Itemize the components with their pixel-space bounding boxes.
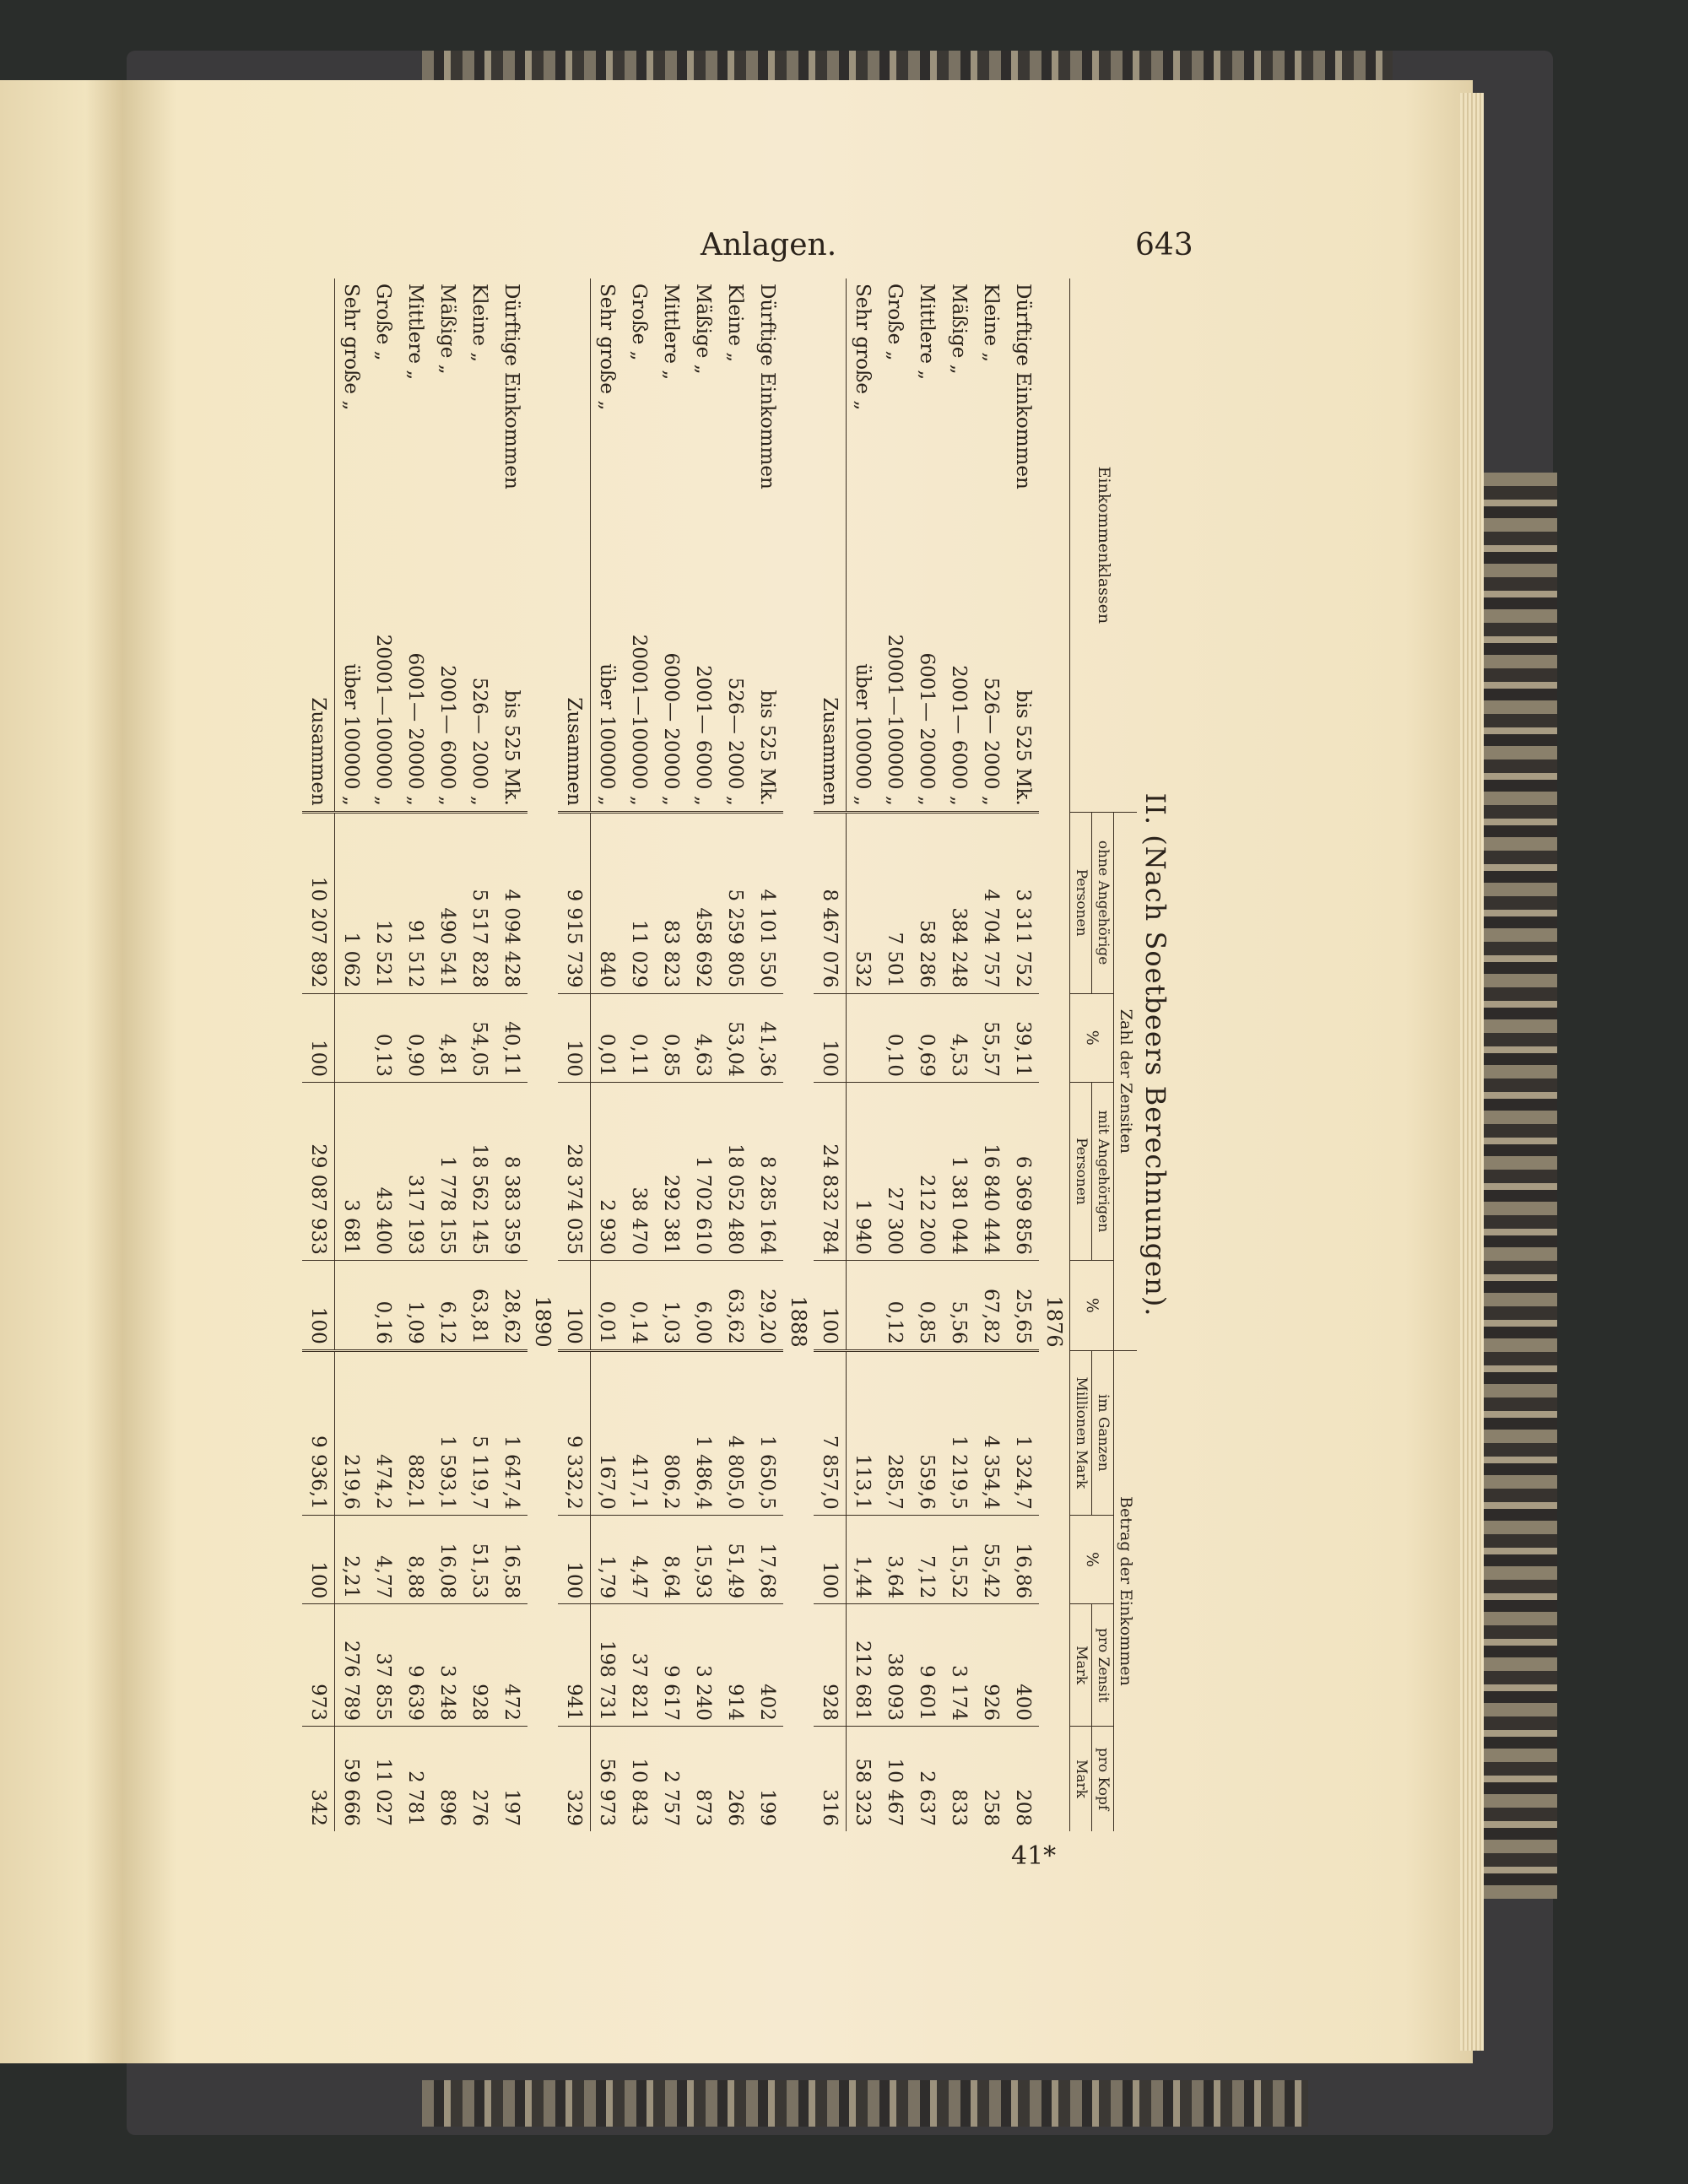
total-label: Zusammen xyxy=(302,567,335,812)
header-pct-3: % xyxy=(1070,1515,1114,1604)
table-row xyxy=(591,278,624,1831)
total-cell: 100 xyxy=(558,1260,591,1350)
cell: 926 xyxy=(975,1604,1007,1727)
cell: 113,1 xyxy=(847,1350,879,1515)
cell: 5 517 828 xyxy=(463,812,495,993)
cell: 3 248 xyxy=(431,1604,463,1727)
cell: 417,1 xyxy=(623,1350,655,1515)
cell: 27 300 xyxy=(879,1083,911,1261)
cell: 472 xyxy=(495,1604,528,1727)
table-row xyxy=(431,278,463,1831)
cell: 1 324,7 xyxy=(1007,1350,1039,1515)
cell: 258 xyxy=(975,1727,1007,1831)
cell: 2 757 xyxy=(655,1727,687,1831)
cell: 873 xyxy=(687,1727,719,1831)
table-row xyxy=(911,278,943,1831)
cell: 1 940 xyxy=(847,1083,879,1261)
table-row xyxy=(655,278,687,1831)
total-cell: 100 xyxy=(558,1515,591,1604)
cell: 4 101 550 xyxy=(751,812,783,993)
rotated-table-block xyxy=(215,278,1169,1831)
cell: 9 639 xyxy=(399,1604,431,1727)
cell: 4,47 xyxy=(623,1515,655,1604)
cell: 4,81 xyxy=(431,993,463,1083)
row-income-band: 526— 2000 „ xyxy=(724,677,747,806)
cell: 167,0 xyxy=(591,1350,624,1515)
row-class-label: Mäßige „ xyxy=(948,284,971,375)
cell: 67,82 xyxy=(975,1260,1007,1350)
row-class-label: Kleine „ xyxy=(724,284,747,363)
cell: 16,58 xyxy=(495,1515,528,1604)
cell: 10 843 xyxy=(623,1727,655,1831)
total-cell: 100 xyxy=(814,1260,847,1350)
cell: 16,08 xyxy=(431,1515,463,1604)
row-income-band: bis 525 Mk. xyxy=(1012,689,1035,806)
row-class-label: Große „ xyxy=(628,284,651,361)
cell: 0,16 xyxy=(367,1260,399,1350)
row-class-label: Sehr große „ xyxy=(852,284,874,411)
cell: 0,90 xyxy=(399,993,431,1083)
marbled-border-bottom xyxy=(422,2080,1308,2127)
table-row xyxy=(335,278,368,1831)
cell: 1 650,5 xyxy=(751,1350,783,1515)
cell: 16,86 xyxy=(1007,1515,1039,1604)
row-income-band: 526— 2000 „ xyxy=(468,677,491,806)
cell: 2 930 xyxy=(591,1083,624,1261)
cell: 7,12 xyxy=(911,1515,943,1604)
cell: 5 119,7 xyxy=(463,1350,495,1515)
cell: 0,13 xyxy=(367,993,399,1083)
total-cell: 941 xyxy=(558,1604,591,1727)
header-ohne-sub: Personen xyxy=(1070,812,1092,993)
cell: 0,01 xyxy=(591,993,624,1083)
page-edges xyxy=(1460,93,1484,2051)
total-cell: 100 xyxy=(558,993,591,1083)
cell: 55,42 xyxy=(975,1515,1007,1604)
total-cell: 329 xyxy=(558,1727,591,1831)
header-pro-kopf-sub: Mark xyxy=(1070,1727,1092,1831)
cell: 292 381 xyxy=(655,1083,687,1261)
cell: 8,64 xyxy=(655,1515,687,1604)
header-pro-zensit-sub: Mark xyxy=(1070,1604,1092,1727)
row-income-band: 20001—100000 „ xyxy=(372,634,395,806)
row-class-label: Große „ xyxy=(372,284,395,361)
cell: 896 xyxy=(431,1727,463,1831)
cell: 41,36 xyxy=(751,993,783,1083)
cell: 474,2 xyxy=(367,1350,399,1515)
header-ganzen-sub: Millionen Mark xyxy=(1070,1350,1092,1515)
row-income-band: über 100000 „ xyxy=(852,663,874,806)
table-body xyxy=(302,278,1070,1831)
cell: 833 xyxy=(943,1727,975,1831)
cell: 490 541 xyxy=(431,812,463,993)
cell: 54,05 xyxy=(463,993,495,1083)
cell: 198 731 xyxy=(591,1604,624,1727)
cell: 40,11 xyxy=(495,993,528,1083)
cell: 6,00 xyxy=(687,1260,719,1350)
cell: 29,20 xyxy=(751,1260,783,1350)
total-cell: 29 087 933 xyxy=(302,1083,335,1261)
cell: 0,10 xyxy=(879,993,911,1083)
cell: 276 789 xyxy=(335,1604,368,1727)
cell xyxy=(335,993,368,1083)
cell: 63,62 xyxy=(719,1260,751,1350)
total-row xyxy=(302,278,335,1831)
row-income-band: 6001— 20000 „ xyxy=(916,652,939,806)
cell: 0,85 xyxy=(655,993,687,1083)
cell: 25,65 xyxy=(1007,1260,1039,1350)
row-income-band: 2001— 6000 „ xyxy=(436,665,459,806)
table-row xyxy=(1007,278,1039,1831)
cell: 3 681 xyxy=(335,1083,368,1261)
table-row xyxy=(847,278,879,1831)
cell: 458 692 xyxy=(687,812,719,993)
cell: 7 501 xyxy=(879,812,911,993)
header-mit-sub: Personen xyxy=(1070,1083,1092,1261)
cell: 914 xyxy=(719,1604,751,1727)
cell: 51,49 xyxy=(719,1515,751,1604)
cell: 2 781 xyxy=(399,1727,431,1831)
row-income-band: bis 525 Mk. xyxy=(500,689,523,806)
total-cell: 928 xyxy=(814,1604,847,1727)
cell: 4,77 xyxy=(367,1515,399,1604)
cell: 56 973 xyxy=(591,1727,624,1831)
cell: 58 286 xyxy=(911,812,943,993)
total-cell: 100 xyxy=(302,1260,335,1350)
cell: 400 xyxy=(1007,1604,1039,1727)
total-cell: 24 832 784 xyxy=(814,1083,847,1261)
row-class-label: Mäßige „ xyxy=(692,284,715,375)
row-class-label: Mittlere „ xyxy=(404,284,427,381)
cell: 8,88 xyxy=(399,1515,431,1604)
cell: 6,12 xyxy=(431,1260,463,1350)
cell: 16 840 444 xyxy=(975,1083,1007,1261)
signature-mark: 41* xyxy=(1011,1841,1057,1871)
page-number: 643 xyxy=(1135,228,1193,262)
cell: 4 805,0 xyxy=(719,1350,751,1515)
cell: 5,56 xyxy=(943,1260,975,1350)
cell: 3 240 xyxy=(687,1604,719,1727)
cell: 0,11 xyxy=(623,993,655,1083)
row-income-band: über 100000 „ xyxy=(340,663,363,806)
table-row xyxy=(751,278,783,1831)
total-cell: 28 374 035 xyxy=(558,1083,591,1261)
total-cell: 100 xyxy=(302,1515,335,1604)
cell: 317 193 xyxy=(399,1083,431,1261)
cell: 18 562 145 xyxy=(463,1083,495,1261)
table-row xyxy=(623,278,655,1831)
cell: 0,85 xyxy=(911,1260,943,1350)
cell: 212 681 xyxy=(847,1604,879,1727)
header-pro-kopf: pro Kopf xyxy=(1092,1727,1114,1831)
cell: 9 617 xyxy=(655,1604,687,1727)
cell: 38 093 xyxy=(879,1604,911,1727)
cell: 0,69 xyxy=(911,993,943,1083)
section-year: 1876 xyxy=(1042,1295,1066,1348)
cell: 1,03 xyxy=(655,1260,687,1350)
cell: 8 383 359 xyxy=(495,1083,528,1261)
cell: 12 521 xyxy=(367,812,399,993)
cell: 212 200 xyxy=(911,1083,943,1261)
cell: 4 094 428 xyxy=(495,812,528,993)
cell: 53,04 xyxy=(719,993,751,1083)
cell: 1 381 044 xyxy=(943,1083,975,1261)
cell: 91 512 xyxy=(399,812,431,993)
row-class-label: Mäßige „ xyxy=(436,284,459,375)
table-title: II. (Nach Soetbeers Berechnungen). xyxy=(1139,792,1171,1317)
cell: 1 486,4 xyxy=(687,1350,719,1515)
table-row xyxy=(879,278,911,1831)
row-class-label: Sehr große „ xyxy=(340,284,363,411)
cell: 840 xyxy=(591,812,624,993)
cell: 2 637 xyxy=(911,1727,943,1831)
cell: 219,6 xyxy=(335,1350,368,1515)
total-cell: 10 207 892 xyxy=(302,812,335,993)
cell: 10 467 xyxy=(879,1727,911,1831)
cell: 28,62 xyxy=(495,1260,528,1350)
total-cell: 100 xyxy=(814,1515,847,1604)
header-pct-2: % xyxy=(1070,1260,1114,1350)
cell: 63,81 xyxy=(463,1260,495,1350)
cell: 43 400 xyxy=(367,1083,399,1261)
row-income-band: 20001—100000 „ xyxy=(884,634,906,806)
total-row xyxy=(814,278,847,1831)
cell: 532 xyxy=(847,812,879,993)
cell: 4 354,4 xyxy=(975,1350,1007,1515)
cell: 2,21 xyxy=(335,1515,368,1604)
row-class-label: Große „ xyxy=(884,284,906,361)
table-row xyxy=(687,278,719,1831)
cell: 266 xyxy=(719,1727,751,1831)
cell: 882,1 xyxy=(399,1350,431,1515)
section-year: 1890 xyxy=(531,1295,555,1348)
total-cell: 100 xyxy=(302,993,335,1083)
cell: 1 647,4 xyxy=(495,1350,528,1515)
cell: 1 778 155 xyxy=(431,1083,463,1261)
cell: 208 xyxy=(1007,1727,1039,1831)
cell: 37 855 xyxy=(367,1604,399,1727)
total-cell: 342 xyxy=(302,1727,335,1831)
facing-page xyxy=(0,80,122,2063)
row-income-band: bis 525 Mk. xyxy=(756,689,779,806)
cell: 1,09 xyxy=(399,1260,431,1350)
cell: 1,44 xyxy=(847,1515,879,1604)
cell xyxy=(847,993,879,1083)
row-income-band: 2001— 6000 „ xyxy=(692,665,715,806)
table-row xyxy=(975,278,1007,1831)
cell: 0,14 xyxy=(623,1260,655,1350)
cell: 285,7 xyxy=(879,1350,911,1515)
cell: 559,6 xyxy=(911,1350,943,1515)
total-cell: 9 332,2 xyxy=(558,1350,591,1515)
total-cell: 7 857,0 xyxy=(814,1350,847,1515)
cell xyxy=(335,1260,368,1350)
cell: 1 702 610 xyxy=(687,1083,719,1261)
row-income-band: 2001— 6000 „ xyxy=(948,665,971,806)
cell: 11 029 xyxy=(623,812,655,993)
cell: 0,01 xyxy=(591,1260,624,1350)
table-row xyxy=(719,278,751,1831)
cell: 15,52 xyxy=(943,1515,975,1604)
cell: 1 593,1 xyxy=(431,1350,463,1515)
cell: 197 xyxy=(495,1727,528,1831)
cell: 806,2 xyxy=(655,1350,687,1515)
cell: 4 704 757 xyxy=(975,812,1007,993)
row-class-label: Sehr große „ xyxy=(596,284,619,411)
table-row xyxy=(399,278,431,1831)
header-pct-1: % xyxy=(1070,993,1114,1083)
cell: 39,11 xyxy=(1007,993,1039,1083)
cell: 928 xyxy=(463,1604,495,1727)
cell: 83 823 xyxy=(655,812,687,993)
row-class-label: Dürftige Einkommen xyxy=(1012,284,1035,489)
section-year: 1888 xyxy=(787,1295,810,1348)
cell: 4,53 xyxy=(943,993,975,1083)
row-income-band: 6000— 20000 „ xyxy=(660,652,683,806)
cell: 199 xyxy=(751,1727,783,1831)
header-zahl: Zahl der Zensiten xyxy=(1114,812,1138,1350)
cell: 55,57 xyxy=(975,993,1007,1083)
cell: 276 xyxy=(463,1727,495,1831)
cell: 3,64 xyxy=(879,1515,911,1604)
table-row xyxy=(367,278,399,1831)
cell: 0,12 xyxy=(879,1260,911,1350)
header-ganzen: im Ganzen xyxy=(1092,1350,1114,1515)
table-row xyxy=(495,278,528,1831)
total-label: Zusammen xyxy=(814,567,847,812)
cell: 9 601 xyxy=(911,1604,943,1727)
row-class-label: Mittlere „ xyxy=(916,284,939,381)
row-income-band: 6001— 20000 „ xyxy=(404,652,427,806)
total-cell: 100 xyxy=(814,993,847,1083)
header-ohne: ohne Angehörige xyxy=(1092,812,1114,993)
row-class-label: Dürftige Einkommen xyxy=(756,284,779,489)
running-header: Anlagen. xyxy=(701,228,837,262)
total-cell: 9 915 739 xyxy=(558,812,591,993)
cell: 402 xyxy=(751,1604,783,1727)
cell: 17,68 xyxy=(751,1515,783,1604)
cell: 5 259 805 xyxy=(719,812,751,993)
total-cell: 9 936,1 xyxy=(302,1350,335,1515)
row-class-label: Kleine „ xyxy=(980,284,1003,363)
header-mit: mit Angehörigen xyxy=(1092,1083,1114,1261)
cell: 37 821 xyxy=(623,1604,655,1727)
total-row xyxy=(558,278,591,1831)
row-income-band: über 100000 „ xyxy=(596,663,619,806)
row-income-band: 526— 2000 „ xyxy=(980,677,1003,806)
table-row xyxy=(463,278,495,1831)
cell: 384 248 xyxy=(943,812,975,993)
cell: 59 666 xyxy=(335,1727,368,1831)
total-label: Zusammen xyxy=(558,567,591,812)
row-class-label: Dürftige Einkommen xyxy=(500,284,523,489)
row-class-label: Kleine „ xyxy=(468,284,491,363)
total-cell: 973 xyxy=(302,1604,335,1727)
cell: 11 027 xyxy=(367,1727,399,1831)
total-cell: 8 467 076 xyxy=(814,812,847,993)
header-betrag: Betrag der Einkommen xyxy=(1114,1350,1138,1831)
table-row xyxy=(943,278,975,1831)
cell: 1 219,5 xyxy=(943,1350,975,1515)
cell: 8 285 164 xyxy=(751,1083,783,1261)
total-cell: 316 xyxy=(814,1727,847,1831)
cell: 6 369 856 xyxy=(1007,1083,1039,1261)
row-class-label: Mittlere „ xyxy=(660,284,683,381)
header-class: Einkommenklassen xyxy=(1070,278,1138,812)
cell: 58 323 xyxy=(847,1727,879,1831)
cell: 4,63 xyxy=(687,993,719,1083)
cell: 3 311 752 xyxy=(1007,812,1039,993)
cell: 15,93 xyxy=(687,1515,719,1604)
marbled-border-right xyxy=(1477,473,1557,1899)
cell: 3 174 xyxy=(943,1604,975,1727)
cell: 18 052 480 xyxy=(719,1083,751,1261)
cell: 1,79 xyxy=(591,1515,624,1604)
income-table xyxy=(302,278,1137,1831)
cell: 38 470 xyxy=(623,1083,655,1261)
row-income-band: 20001—100000 „ xyxy=(628,634,651,806)
header-pro-zensit: pro Zensit xyxy=(1092,1604,1114,1727)
cell: 51,53 xyxy=(463,1515,495,1604)
cell: 1 062 xyxy=(335,812,368,993)
cell xyxy=(847,1260,879,1350)
